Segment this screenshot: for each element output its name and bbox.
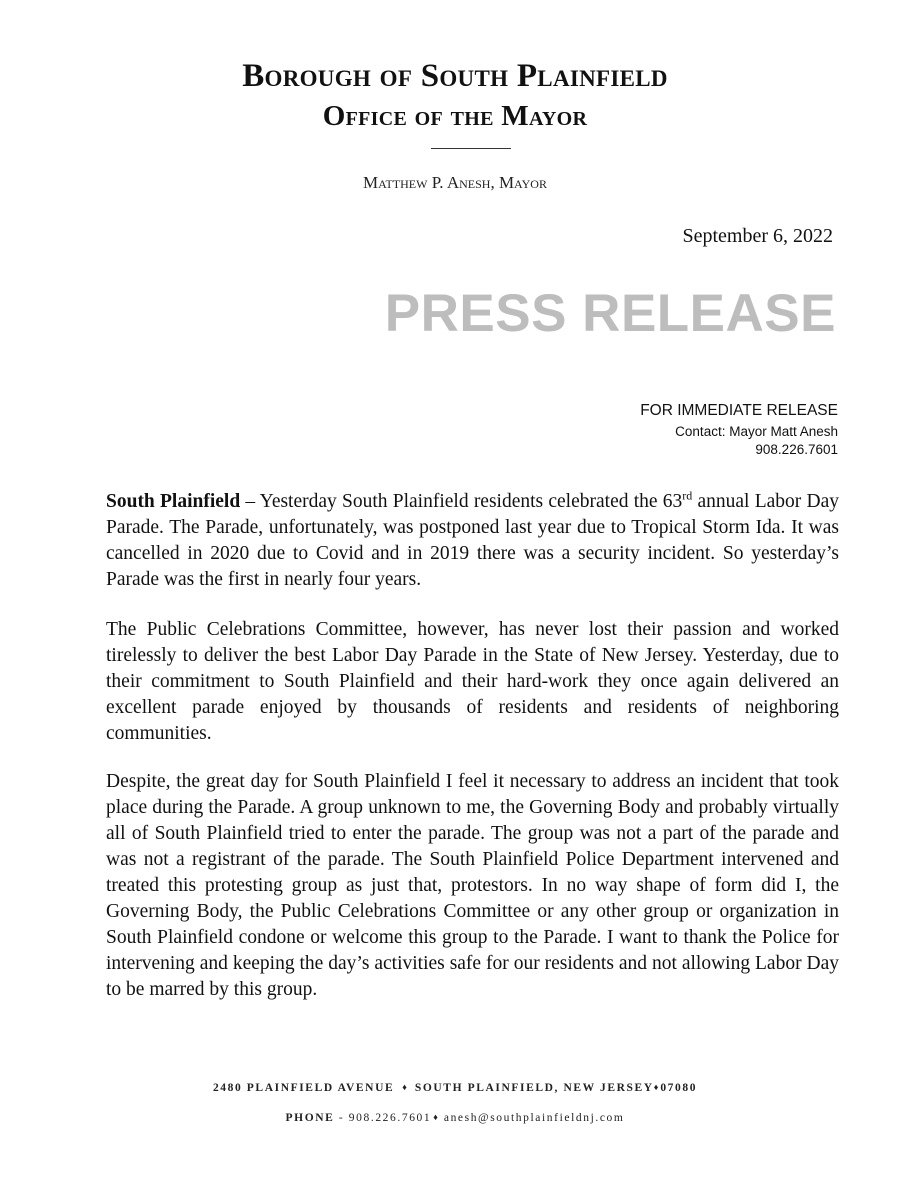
paragraph-1-text-b: annual Labor Day Parade. The Parade, unfortunately, was postponed last year due to Tropical Storm Ida. It was cancelled in 2020 due to Covid and in 2019 there was a security incident. So yesterday’s Parade was the first in nearly four years. — [106, 491, 839, 590]
letterhead-mayor-name: Matthew P. Anesh, Mayor — [363, 173, 547, 192]
letterhead-borough: Borough of South Plainfield — [242, 58, 668, 94]
letterhead-office: Office of the Mayor — [322, 100, 588, 132]
paragraph-1-lead: South Plainfield — [106, 491, 241, 512]
footer-email: anesh@southplainfieldnj.com — [443, 1112, 625, 1124]
paragraph-1 — [106, 489, 839, 593]
ordinal-suffix: rd — [682, 488, 693, 503]
paragraph-1-text-a: – Yesterday South Plainfield residents celebrated the 63 — [240, 491, 683, 512]
footer-address-line — [0, 1082, 910, 1094]
footer-phone-label: PHONE — [285, 1112, 335, 1124]
release-phone: 908.226.7601 — [755, 442, 838, 457]
release-contact: Contact: Mayor Matt Anesh — [675, 424, 838, 439]
release-label: FOR IMMEDIATE RELEASE — [640, 402, 838, 419]
footer-zip: 07080 — [660, 1082, 698, 1094]
footer-phone: - 908.226.7601 — [338, 1112, 432, 1124]
paragraph-2: The Public Celebrations Committee, however, has never lost their passion and worked tirelessly to deliver the best Labor Day Parade in the State of New Jersey. Yesterday, due to their commitment to South Plainfield and their hard-work they once again delivered an excellent parade enjoyed by thousands of residents and residents of neighboring communities. — [106, 619, 839, 744]
letterhead-divider — [431, 148, 511, 149]
footer-street: 2480 PLAINFIELD AVENUE — [212, 1082, 395, 1094]
paragraph-3: Despite, the great day for South Plainfield I feel it necessary to address an incident that took place during the Parade. A group unknown to me, the Governing Body and probably virtually all of South Plainfield tried to enter the parade. The group was not a part of the parade and was not a registrant of the parade. The South Plainfield Police Department intervened and treated this protesting group as just that, protestors. In no way shape of form did I, the Governing Body, the Public Celebrations Committee or any other group or organization in South Plainfield condone or welcome this group to the Parade. I want to thank the Police for intervening and keeping the day’s activities safe for our residents and not allowing Labor Day to be marred by this group. — [106, 771, 839, 1000]
footer-separator-icon: ♦ — [402, 1082, 407, 1092]
release-date: September 6, 2022 — [682, 225, 833, 247]
footer-separator-icon: ♦ — [433, 1112, 438, 1122]
footer-contact-line — [0, 1112, 910, 1124]
press-release-banner: PRESS RELEASE — [384, 284, 836, 343]
footer-city: SOUTH PLAINFIELD, NEW JERSEY — [414, 1082, 654, 1094]
footer-separator-icon: ♦ — [653, 1082, 659, 1092]
